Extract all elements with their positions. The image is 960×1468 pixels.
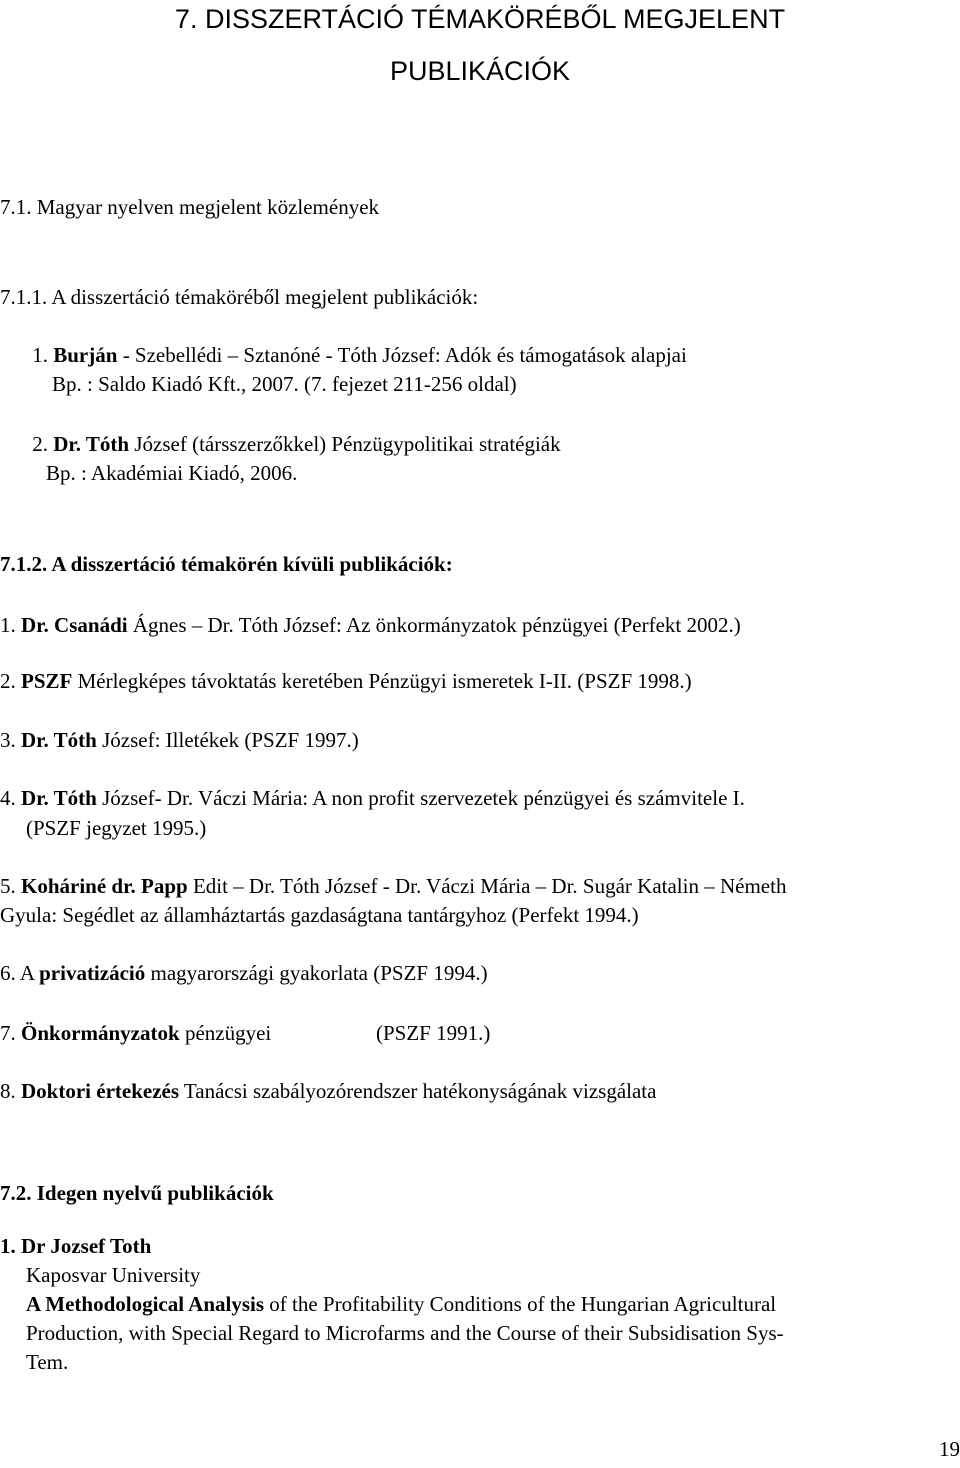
- list-item: 1. Burján - Szebellédi – Sztanóné - Tóth József: Adók és támogatások alapjai: [32, 343, 687, 367]
- list-item-continuation: Bp. : Akadémiai Kiadó, 2006.: [46, 461, 298, 485]
- list-item: 7. Önkormányzatok pénzügyei: [0, 1021, 272, 1045]
- list-item: 3. Dr. Tóth József: Illetékek (PSZF 1997.): [0, 728, 359, 752]
- list-item: 5. Koháriné dr. Papp Edit – Dr. Tóth József - Dr. Váczi Mária – Dr. Sugár Katalin – Németh: [0, 874, 787, 898]
- foreign-publication-title-continuation: Production, with Special Regard to Microfarms and the Course of their Subsidisation Sys-: [26, 1321, 784, 1345]
- list-item: 6. A privatizáció magyarországi gyakorlata (PSZF 1994.): [0, 961, 488, 985]
- section-7-1-heading: 7.1. Magyar nyelven megjelent közlemények: [0, 195, 380, 219]
- list-item-continuation: Bp. : Saldo Kiadó Kft., 2007. (7. fejezet 211-256 oldal): [52, 372, 517, 396]
- foreign-publication-title-continuation: Tem.: [26, 1350, 69, 1374]
- list-item-continuation: Gyula: Segédlet az államháztartás gazdaságtana tantárgyhoz (Perfekt 1994.): [0, 903, 639, 927]
- page-number: 19: [939, 1437, 960, 1461]
- section-7-1-2-heading: 7.1.2. A disszertáció témakörén kívüli publikációk:: [0, 552, 453, 576]
- list-item: 1. Dr. Csanádi Ágnes – Dr. Tóth József: Az önkormányzatok pénzügyei (Perfekt 2002.): [0, 613, 741, 637]
- section-7-1-1-heading: 7.1.1. A disszertáció témaköréből megjelent publikációk:: [0, 285, 479, 309]
- section-7-2-heading: 7.2. Idegen nyelvű publikációk: [0, 1181, 274, 1205]
- list-item-continuation: (PSZF jegyzet 1995.): [26, 816, 207, 840]
- foreign-publication-author: 1. Dr Jozsef Toth: [0, 1234, 152, 1258]
- list-item: 4. Dr. Tóth József- Dr. Váczi Mária: A non profit szervezetek pénzügyei és számvitele I.: [0, 786, 745, 810]
- list-item: 2. Dr. Tóth József (társszerzőkkel) Pénzügypolitikai stratégiák: [32, 432, 561, 456]
- list-item-source: (PSZF 1991.): [376, 1021, 491, 1045]
- list-item: 8. Doktori értekezés Tanácsi szabályozórendszer hatékonyságának vizsgálata: [0, 1079, 657, 1103]
- foreign-publication-affiliation: Kaposvar University: [26, 1263, 201, 1287]
- foreign-publication-title: A Methodological Analysis of the Profitability Conditions of the Hungarian Agricultural: [26, 1292, 777, 1316]
- page-title-line-2: PUBLIKÁCIÓK: [389, 56, 571, 86]
- list-item: 2. PSZF Mérlegképes távoktatás keretében Pénzügyi ismeretek I-II. (PSZF 1998.): [0, 669, 692, 693]
- page-title-line-1: 7. DISSZERTÁCIÓ TÉMAKÖRÉBŐL MEGJELENT: [174, 4, 786, 34]
